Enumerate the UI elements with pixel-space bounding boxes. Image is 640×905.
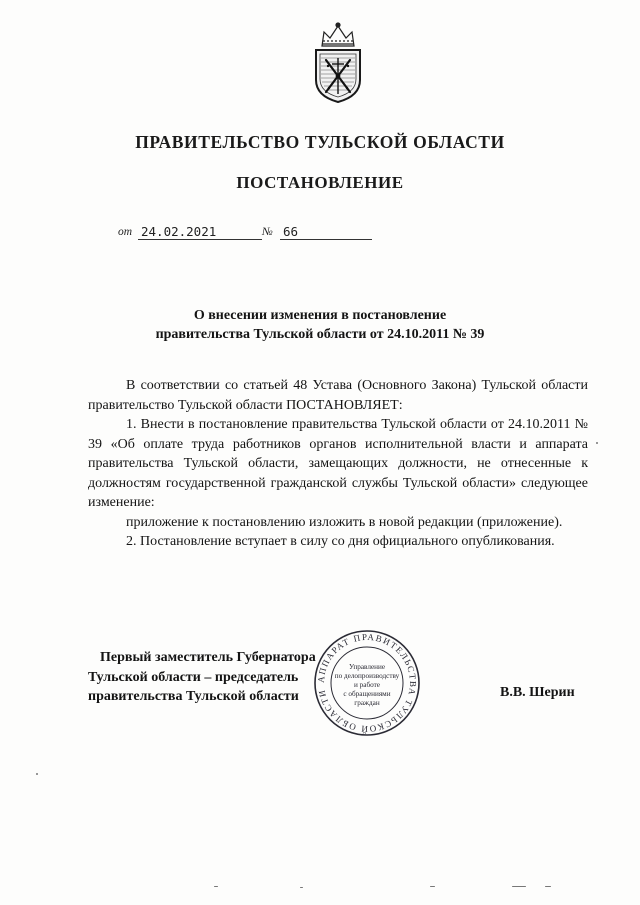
number-label: № xyxy=(262,226,273,238)
document-body xyxy=(88,376,588,552)
stamp-line-1: Управление xyxy=(348,663,386,671)
stamp-line-3: и работе xyxy=(354,681,380,689)
document-type: ПОСТАНОВЛЕНИЕ xyxy=(236,173,404,192)
signer-position-line-1: Первый заместитель Губернатора xyxy=(100,650,316,665)
item-1-paragraph: 1. Внести в постановление правительства Тульской области от 24.10.2011 № 39 «Об оплате труда работников органов исполнительной власти и аппарата правительства Тульской области, замещающих должности, не отнесенные к должностям государственной гражданской службы Тульской области» следующее изменение: xyxy=(88,417,588,510)
organization-title: ПРАВИТЕЛЬСТВО ТУЛЬСКОЙ ОБЛАСТИ xyxy=(135,132,505,152)
document-date: 24.02.2021 xyxy=(138,224,262,240)
scan-speck xyxy=(214,886,218,887)
signer-position-line-2: Тульской области – председатель xyxy=(88,669,299,685)
stamp-line-5: граждан xyxy=(354,699,380,707)
stamp-line-4: с обращениями xyxy=(343,690,391,698)
stamp-line-2: по делопроизводству xyxy=(334,672,400,680)
coat-of-arms-icon xyxy=(308,20,368,104)
scan-speck xyxy=(430,886,435,887)
stamp-inner-text xyxy=(312,663,422,708)
scan-speck xyxy=(36,773,38,775)
date-label: от xyxy=(118,226,133,238)
subject-line-1: О внесении изменения в постановление xyxy=(193,308,447,323)
item-2-paragraph: 2. Постановление вступает в силу со дня официального опубликования. xyxy=(126,534,555,549)
scan-speck xyxy=(596,442,598,444)
scan-speck xyxy=(300,887,303,888)
scan-speck xyxy=(545,886,551,887)
signer-name: В.В. Шерин xyxy=(500,685,575,700)
reference-line xyxy=(118,224,299,239)
signer-position-line-3: правительства Тульской области xyxy=(88,689,299,704)
preamble-paragraph: В соответствии со статьей 48 Устава (Основного Закона) Тульской области правительство Тульской области ПОСТАНОВЛЯЕТ: xyxy=(88,378,588,413)
item-1-detail-paragraph: приложение к постановлению изложить в новой редакции (приложение). xyxy=(126,514,563,530)
document-number: 66 xyxy=(280,224,372,240)
document-subject xyxy=(0,306,640,344)
subject-line-2: правительства Тульской области от 24.10.2011 № 39 xyxy=(155,327,485,342)
signer-position xyxy=(88,648,316,707)
scan-speck xyxy=(512,886,526,887)
stamp-ring-text: АППАРАТ ПРАВИТЕЛЬСТВА ТУЛЬСКОЙ ОБЛАСТИ xyxy=(315,631,419,735)
